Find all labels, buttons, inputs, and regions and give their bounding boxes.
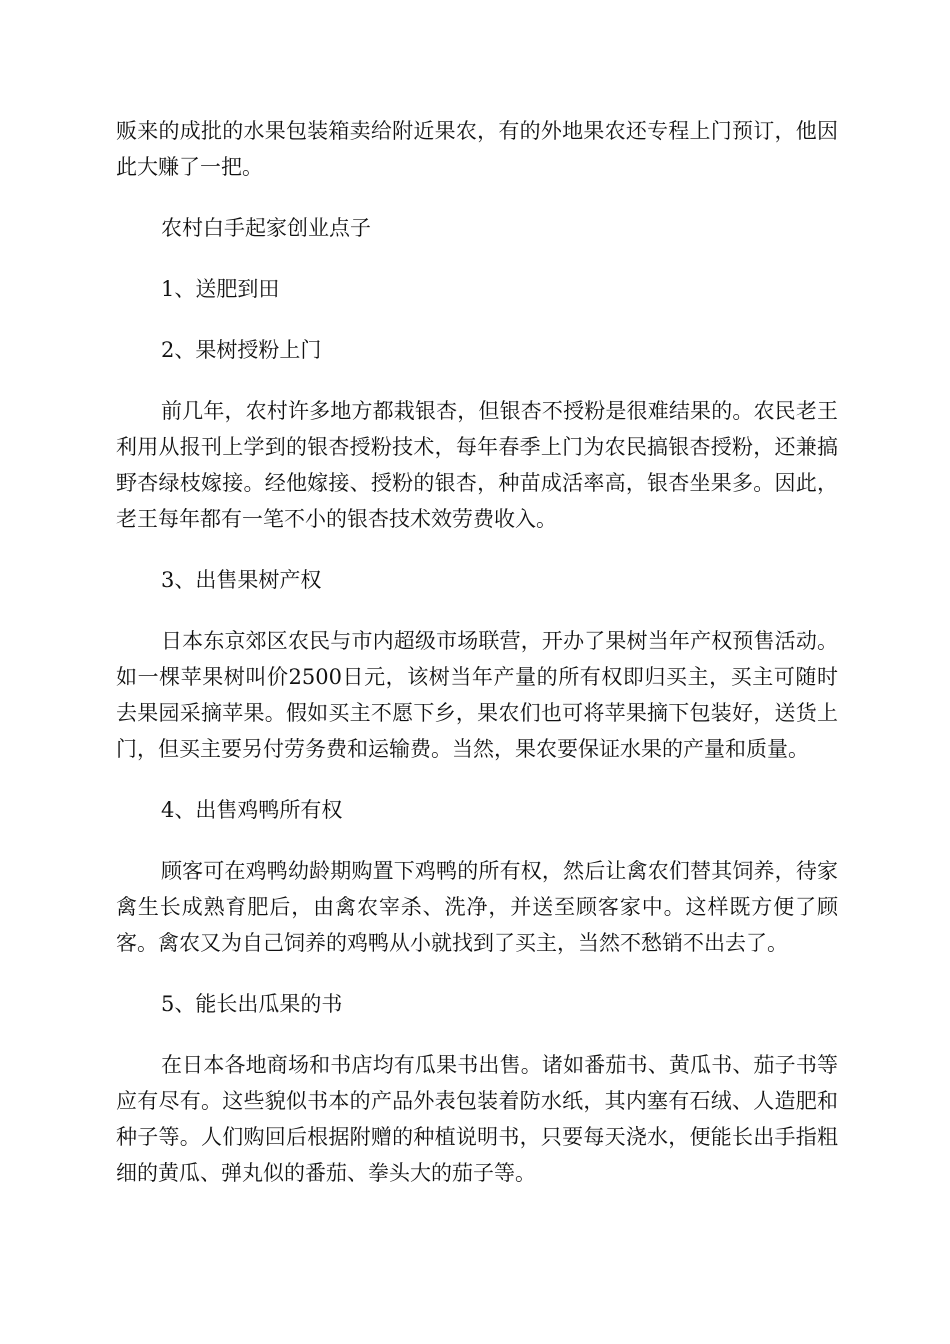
item-heading-4: 4、出售鸡鸭所有权: [161, 798, 343, 822]
item-heading-3: 3、出售果树产权: [161, 568, 322, 592]
section-title: 农村白手起家创业点子: [161, 216, 371, 240]
item-heading-2: 2、果树授粉上门: [161, 338, 322, 362]
document-body: [116, 113, 838, 1216]
paragraph-item-5: 在日本各地商场和书店均有瓜果书出售。诸如番茄书、黄瓜书、茄子书等应有尽有。这些貌似书本的产品外表包装着防水纸，其内塞有石绒、人造肥和种子等。人们购回后根据附赠的种植说明书，只要每天浇水，便能长出手指粗细的黄瓜、弹丸似的番茄、拳头大的茄子等。: [116, 1053, 838, 1185]
paragraph-item-2: 前几年，农村许多地方都栽银杏，但银杏不授粉是很难结果的。农民老王利用从报刊上学到的银杏授粉技术，每年春季上门为农民搞银杏授粉，还兼搞野杏绿枝嫁接。经他嫁接、授粉的银杏，种苗成活率高，银杏坐果多。因此，老王每年都有一笔不小的银杏技术效劳费收入。: [116, 399, 838, 531]
item-heading-5: 5、能长出瓜果的书: [161, 992, 343, 1016]
paragraph-item-4: 顾客可在鸡鸭幼龄期购置下鸡鸭的所有权，然后让禽农们替其饲养，待家禽生长成熟育肥后，由禽农宰杀、洗净，并送至顾客家中。这样既方便了顾客。禽农又为自己饲养的鸡鸭从小就找到了买主，当然不愁销不出去了。: [116, 859, 838, 955]
paragraph-item-3: 日本东京郊区农民与市内超级市场联营，开办了果树当年产权预售活动。如一棵苹果树叫价2500日元，该树当年产量的所有权即归买主，买主可随时去果园采摘苹果。假如买主不愿下乡，果农们也可将苹果摘下包装好，送货上门，但买主要另付劳务费和运输费。当然，果农要保证水果的产量和质量。: [116, 629, 838, 761]
paragraph-continuation: 贩来的成批的水果包装箱卖给附近果农，有的外地果农还专程上门预订，他因此大赚了一把。: [116, 119, 838, 179]
item-heading-1: 1、送肥到田: [161, 277, 280, 301]
